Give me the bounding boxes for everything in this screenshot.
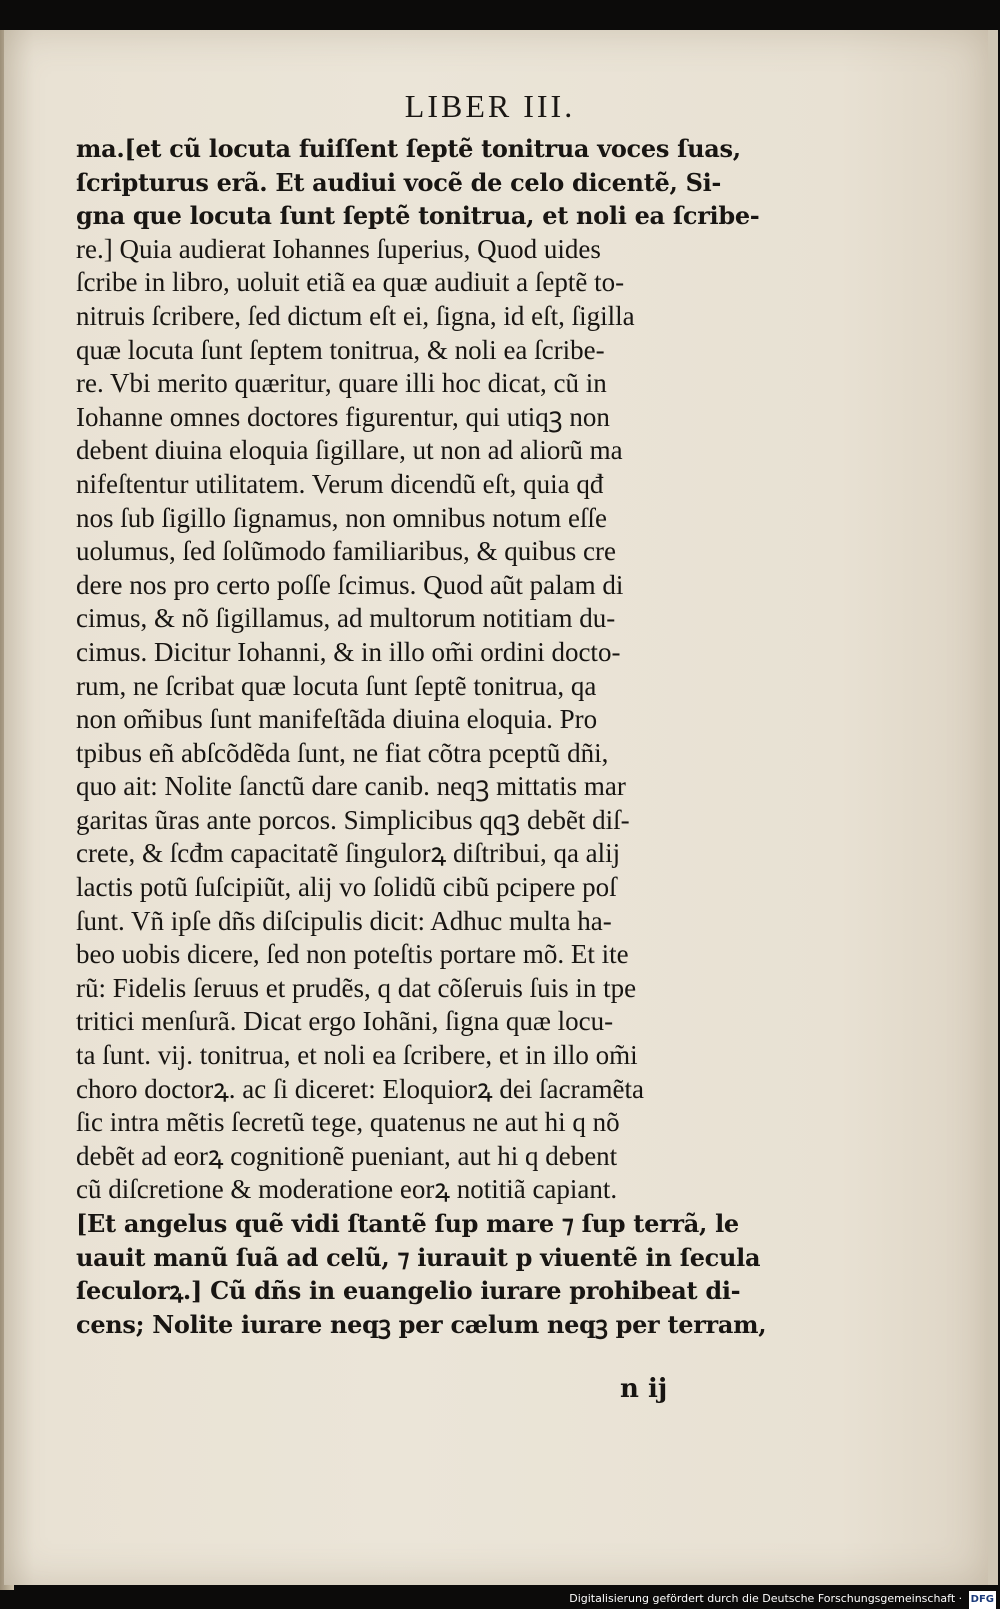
text-line: quo ait: Nolite ſanctũ dare canib. neqꝫ mittatis mar bbox=[76, 771, 626, 802]
text-line: crete, & ſcđm capacitatẽ ſingulorꝝ diſtribui, qa alij bbox=[76, 838, 621, 869]
text-line: nifeſtentur utilitatem. Verum dicendũ eſt, quia qđ bbox=[76, 468, 604, 499]
text-line: tpibus eñ abſcõdẽda ſunt, ne fiat cõtra pceptũ dñi, bbox=[76, 737, 609, 768]
text-line: tritici menſurã. Dicat ergo Iohãni, ſigna quæ locu- bbox=[76, 1006, 614, 1037]
text-line: lactis potũ ſuſcipiũt, alij vo ſolidũ cibũ pcipere poſ bbox=[76, 872, 617, 903]
text-line: rum, ne ſcribat quæ locuta ſunt ſeptẽ tonitrua, qa bbox=[76, 670, 597, 701]
text-line: uolumus, ſed ſolũmodo familiaribus, & quibus cre bbox=[76, 536, 616, 567]
text-line: cimus, & nõ ſigillamus, ad multorum notitiam du- bbox=[76, 603, 616, 634]
text-line: rũ: Fidelis ſeruus et prudẽs, q dat cõſeruis ſuis in tpe bbox=[76, 972, 637, 1003]
text-line: nitruis ſcribere, ſed dictum eſt ei, ſigna, id eſt, ſigilla bbox=[76, 300, 635, 331]
text-line: ma.[et cũ locuta fuiſſent ſeptẽ tonitrua voces ſuas, bbox=[76, 134, 741, 163]
text-block bbox=[76, 132, 776, 1341]
text-line: cimus. Dicitur Iohanni, & in illo om̃i ordini docto- bbox=[76, 636, 621, 667]
text-line: ſic intra mẽtis ſecretũ tege, quatenus ne aut hi q nõ bbox=[76, 1107, 620, 1138]
text-line: ſunt. Vñ ipſe dñs diſcipulis dicit: Adhuc multa ha- bbox=[76, 905, 612, 936]
text-line: ſeculorꝝ.] Cũ dñs in euangelio iurare prohibeat di- bbox=[76, 1276, 741, 1306]
text-line: non om̃ibus ſunt manifeſtãda diuina eloquia. Pro bbox=[76, 704, 598, 735]
text-line: gna que locuta ſunt ſeptẽ tonitrua, et noli ea ſcribe- bbox=[76, 201, 760, 231]
text-line: cũ diſcretione & moderatione eorꝝ notitiã capiant. bbox=[76, 1174, 618, 1205]
text-line: debẽt ad eorꝝ cognitionẽ pueniant, aut hi q debent bbox=[76, 1140, 618, 1171]
text-line: Iohanne omnes doctores figurentur, qui utiqꝫ non bbox=[76, 401, 610, 432]
text-line: cens; Nolite iurare neqꝫ per cælum neqꝫ per terram, bbox=[76, 1309, 767, 1339]
text-line: garitas ũras ante porcos. Simplicibus qqꝫ debẽt diſ- bbox=[76, 804, 630, 835]
signature-mark: n ij bbox=[620, 1374, 668, 1404]
text-line: re.] Quia audierat Iohannes ſuperius, Quod uides bbox=[76, 233, 601, 264]
text-line: beo uobis dicere, ſed non poteſtis portare mõ. Et ite bbox=[76, 939, 629, 970]
text-line: ta ſunt. vij. tonitrua, et noli ea ſcribere, et in illo om̃i bbox=[76, 1040, 638, 1071]
text-line: uauit manũ ſuã ad celũ, ⁊ iurauit p viuentẽ in ſecula bbox=[76, 1242, 761, 1272]
text-line: choro doctorꝝ. ac ſi diceret: Eloquiorꝝ dei ſacramẽta bbox=[76, 1073, 644, 1104]
digitization-credit bbox=[569, 1590, 996, 1608]
text-line: quæ locuta ſunt ſeptem tonitrua, & noli ea ſcribe- bbox=[76, 334, 605, 365]
text-line: dere nos pro certo poſſe ſcimus. Quod aũt palam di bbox=[76, 569, 624, 600]
text-line: nos ſub ſigillo ſignamus, non omnibus notum eſſe bbox=[76, 502, 607, 533]
dfg-logo: DFG bbox=[969, 1591, 996, 1609]
text-line: re. Vbi merito quæritur, quare illi hoc dicat, cũ in bbox=[76, 368, 607, 399]
text-line: debent diuina eloquia ſigillare, ut non ad aliorũ ma bbox=[76, 435, 623, 466]
running-head: LIBER III. bbox=[404, 88, 576, 124]
text-line: ſcribe in libro, uoluit etiã ea quæ audiuit a ſeptẽ to- bbox=[76, 267, 625, 298]
text-line: [Et angelus quẽ vidi ſtantẽ ſup mare ⁊ ſup terrã, le bbox=[76, 1209, 739, 1238]
credit-text: Digitalisierung gefördert durch die Deutsche Forschungsgemeinschaft · bbox=[569, 1592, 963, 1605]
text-line: ſcripturus erã. Et audiui vocẽ de celo dicentẽ, Si- bbox=[76, 167, 722, 197]
